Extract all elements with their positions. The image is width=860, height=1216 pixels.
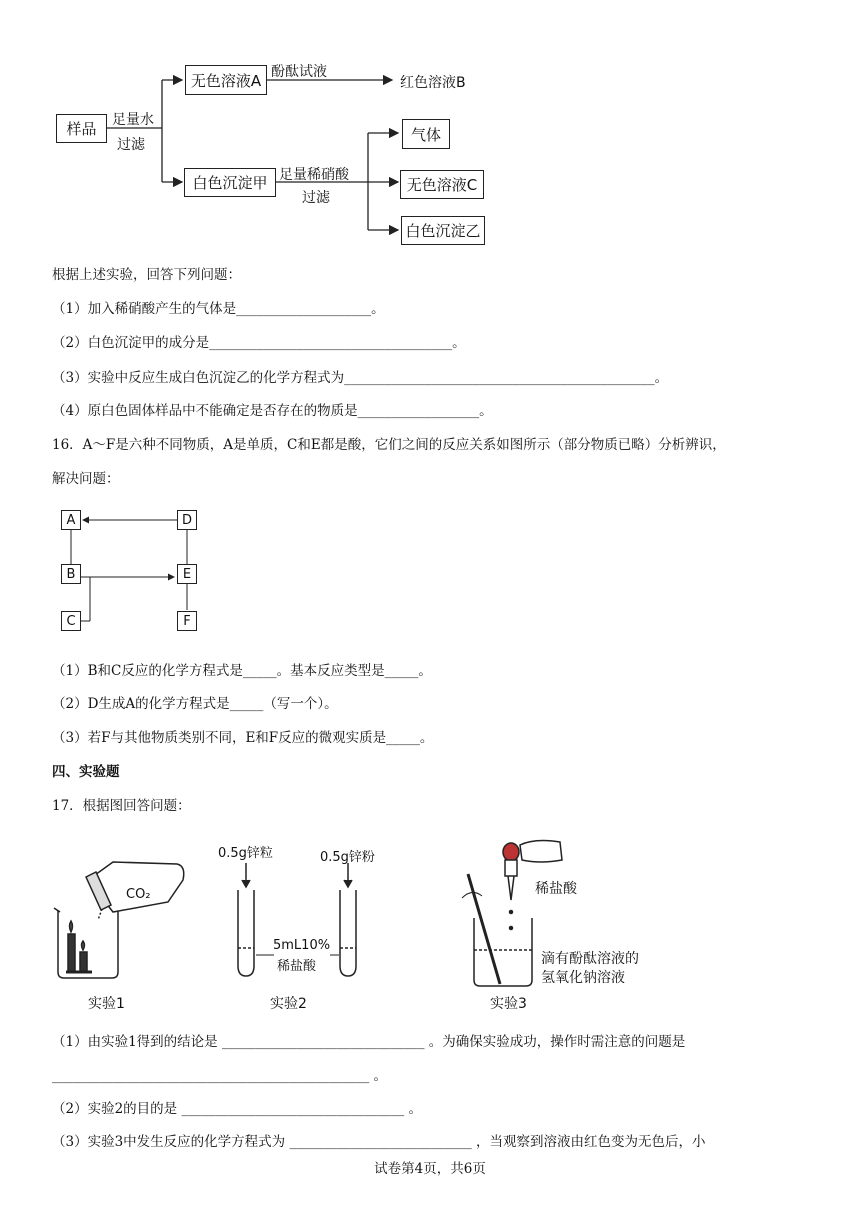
experiment-3-caption: 实验3 xyxy=(490,996,527,1012)
node-c: C xyxy=(61,611,81,631)
node-d: D xyxy=(177,510,197,530)
q16-stem-line2: 解决问题： xyxy=(52,471,120,487)
zinc-powder-label: 0.5g锌粉 xyxy=(320,850,375,865)
dilute-hcl-label: 稀盐酸 xyxy=(535,881,577,897)
q16-item-2: （2）D生成A的化学方程式是_____（写一个）。 xyxy=(52,696,338,712)
acid-name-label: 稀盐酸 xyxy=(277,959,317,974)
section-title: 四、实验题 xyxy=(52,764,120,780)
phenolphthalein-label: 酚酞试液 xyxy=(271,64,327,80)
solution-label-line1: 滴有酚酞溶液的 xyxy=(541,951,639,967)
q15-intro: 根据上述实验，回答下列问题： xyxy=(52,267,241,283)
node-b: B xyxy=(61,564,81,584)
co2-label: CO₂ xyxy=(126,887,151,902)
q17-item-1: （1）由实验1得到的结论是 ______________________________ 。为确保实验成功，操作时需注意的问题是 xyxy=(52,1034,686,1050)
acid-concentration-label: 5mL10% xyxy=(273,938,331,953)
q17-intro: 17．根据图回答问题： xyxy=(52,798,191,814)
experiment-2-caption: 实验2 xyxy=(270,996,307,1012)
filter-label-2: 过滤 xyxy=(302,190,330,206)
q15-item-2: （2）白色沉淀甲的成分是____________________________________。 xyxy=(52,335,466,351)
gas-box: 气体 xyxy=(402,119,450,149)
node-f: F xyxy=(177,611,197,631)
solution-c-box: 无色溶液C xyxy=(400,170,484,199)
node-a: A xyxy=(61,510,81,530)
white-precipitate-yi-box: 白色沉淀乙 xyxy=(401,216,485,245)
white-precipitate-jia-box: 白色沉淀甲 xyxy=(184,168,276,197)
solution-a-box: 无色溶液A xyxy=(185,65,267,95)
q17-item-2: （2）实验2的目的是 _________________________________ 。 xyxy=(52,1101,423,1117)
q16-item-1: （1）B和C反应的化学方程式是_____。基本反应类型是_____。 xyxy=(52,663,432,679)
q15-item-3: （3）实验中反应生成白色沉淀乙的化学方程式为______________________________________________。 xyxy=(52,370,669,386)
node-e: E xyxy=(177,564,197,584)
red-solution-b: 红色溶液B xyxy=(400,75,466,91)
q15-item-1: （1）加入稀硝酸产生的气体是____________________。 xyxy=(52,301,385,317)
q15-item-4: （4）原白色固体样品中不能确定是否存在的物质是__________________。 xyxy=(52,403,493,419)
page-footer: 试卷第4页，共6页 xyxy=(374,1161,486,1177)
q16-item-3: （3）若F与其他物质类别不同，E和F反应的微观实质是_____。 xyxy=(52,730,434,746)
water-label: 足量水 xyxy=(112,112,154,128)
sample-box: 样品 xyxy=(56,114,107,143)
experiment-1-caption: 实验1 xyxy=(88,996,125,1012)
nitric-acid-label: 足量稀硝酸 xyxy=(279,167,349,183)
filter-label: 过滤 xyxy=(117,137,145,153)
experiment-1-drawing xyxy=(54,862,184,978)
zinc-granule-label: 0.5g锌粒 xyxy=(218,846,273,861)
solution-label-line2: 氢氧化钠溶液 xyxy=(541,970,625,986)
q17-item-1-cont: _______________________________________________ 。 xyxy=(52,1068,388,1084)
q16-stem-line1: 16．A～F是六种不同物质，A是单质，C和E都是酸，它们之间的反应关系如图所示（部分物质已略）分析辨识， xyxy=(52,437,726,453)
q17-item-3: （3）实验3中发生反应的化学方程式为 ___________________________ ，当观察到溶液由红色变为无色后，小 xyxy=(52,1134,706,1150)
